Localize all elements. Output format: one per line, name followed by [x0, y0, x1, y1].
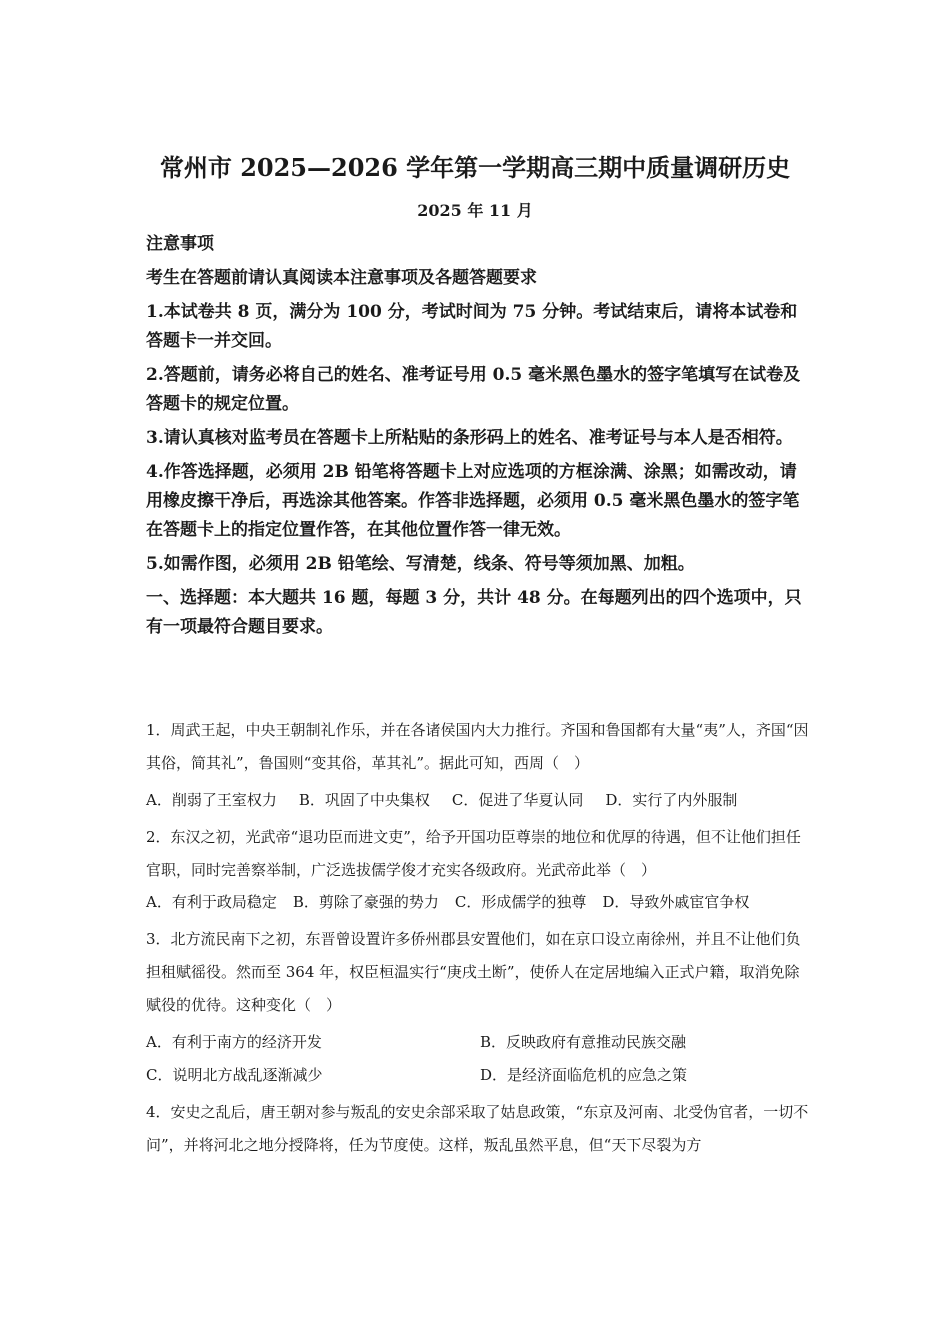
- notes-section: [146, 230, 810, 647]
- option-d: D．实行了内外服制: [605, 791, 738, 809]
- option-a: A．削弱了王室权力: [146, 791, 277, 809]
- question-stem: 2．东汉之初，光武帝“退功臣而进文吏”，给予开国功臣尊崇的地位和优厚的待遇，但不让他们担任官职，同时完善察举制，广泛选拔儒学俊才充实各级政府。光武帝此举（ ）: [146, 828, 801, 879]
- question-stem: 1．周武王起，中央王朝制礼作乐，并在各诸侯国内大力推行。齐国和鲁国都有大量“夷”人，齐国“因其俗，简其礼”，鲁国则“变其俗，革其礼”。据此可知，西周（ ）: [146, 721, 809, 772]
- notes-intro: 考生在答题前请认真阅读本注意事项及各题答题要求: [146, 268, 537, 288]
- option-a: A．有利于南方的经济开发: [146, 1033, 322, 1051]
- question-options: [146, 1026, 810, 1092]
- notes-item: 1.本试卷共 8 页，满分为 100 分，考试时间为 75 分钟。考试结束后，请将本试卷和答题卡一并交回。: [146, 302, 798, 351]
- notes-item: 2.答题前，请务必将自己的姓名、准考证号用 0.5 毫米黑色墨水的签字笔填写在试卷及答题卡的规定位置。: [146, 365, 801, 414]
- notes-item: 4.作答选择题，必须用 2B 铅笔将答题卡上对应选项的方框涂满、涂黑；如需改动，请用橡皮擦干净后，再选涂其他答案。作答非选择题，必须用 0.5 毫米黑色墨水的签字笔在答题卡上的指定位置作答，在其他位置作答一律无效。: [146, 462, 800, 540]
- option-b: B．反映政府有意推动民族交融: [480, 1033, 687, 1051]
- option-c: C．说明北方战乱逐渐减少: [146, 1066, 323, 1084]
- option-a: A．有利于政局稳定: [146, 893, 277, 911]
- question-options: [146, 784, 810, 817]
- question-stem: 4．安史之乱后，唐王朝对参与叛乱的安史余部采取了姑息政策，“东京及河南、北受伪官者，一切不问”，并将河北之地分授降将，任为节度使。这样，叛乱虽然平息，但“天下尽裂为方: [146, 1103, 809, 1154]
- option-b: B．巩固了中央集权: [298, 791, 430, 809]
- notes-heading: 注意事项: [146, 234, 214, 254]
- section-heading: 一、选择题：本大题共 16 题，每题 3 分，共计 48 分。在每题列出的四个选项中，只有一项最符合题目要求。: [146, 588, 802, 637]
- option-c: C．形成儒学的独尊: [454, 893, 587, 911]
- option-c: C．促进了华夏认同: [451, 791, 584, 809]
- question-options: [146, 891, 810, 913]
- questions-section: [146, 714, 810, 1166]
- option-b: B．剪除了豪强的势力: [292, 893, 439, 911]
- notes-item: 3.请认真核对监考员在答题卡上所粘贴的条形码上的姓名、准考证号与本人是否相符。: [146, 428, 793, 448]
- option-d: D．是经济面临危机的应急之策: [480, 1066, 688, 1084]
- option-d: D．导致外戚宦官争权: [602, 893, 750, 911]
- question-stem: 3．北方流民南下之初，东晋曾设置许多侨州郡县安置他们，如在京口设立南徐州，并且不让他们负担租赋徭役。然而至 364 年，权臣桓温实行“庚戌土断”，使侨人在定居地编入正式户籍，取消免除赋役的优待。这种变化（ ）: [146, 930, 801, 1014]
- exam-date: 2025 年 11 月: [417, 201, 533, 220]
- notes-item: 5.如需作图，必须用 2B 铅笔绘、写清楚，线条、符号等须加黑、加粗。: [146, 554, 695, 574]
- exam-title: 常州市 2025—2026 学年第一学期高三期中质量调研历史: [159, 153, 791, 182]
